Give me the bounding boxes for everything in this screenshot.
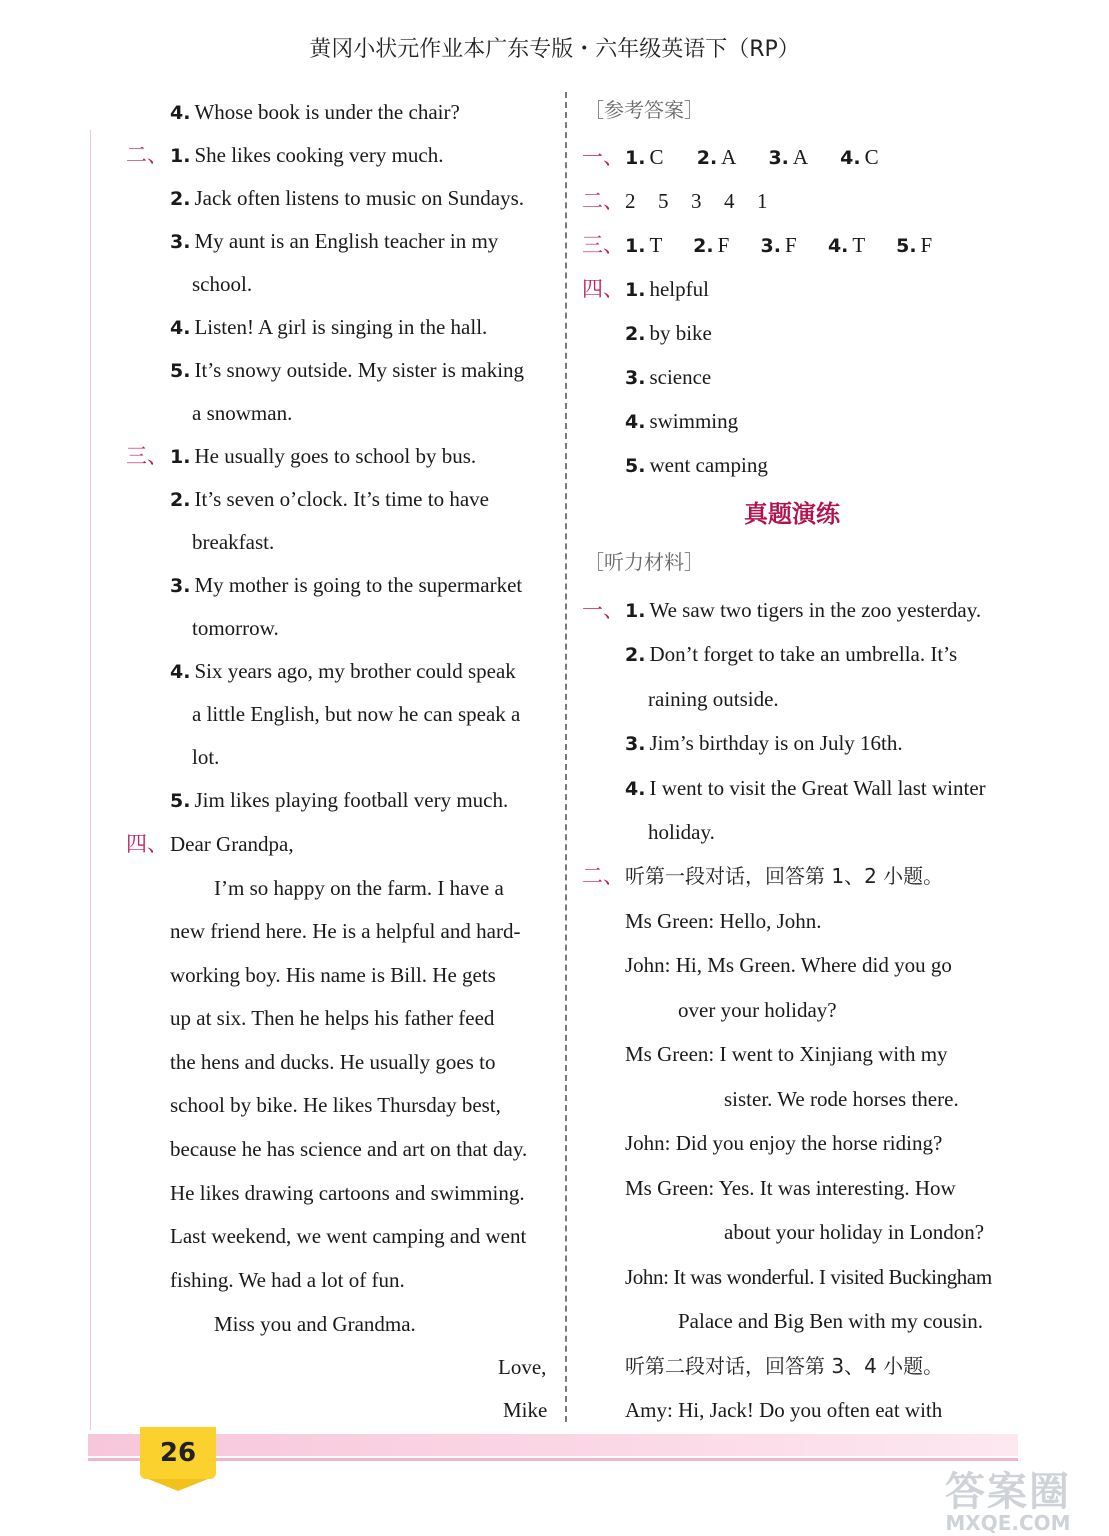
sec3-item-5: 5. Jim likes playing football very much.: [170, 788, 509, 812]
sec2-item-1: 1. She likes cooking very much.: [170, 143, 444, 167]
sec3-item-2: 2. It’s seven o’clock. It’s time to have: [170, 487, 489, 511]
dialog1-line-1: Ms Green: Hello, John.: [625, 909, 822, 933]
l1-item-1: 1. We saw two tigers in the zoo yesterday.: [625, 598, 982, 622]
page-number-tail: [148, 1479, 208, 1491]
watermark-url: MXQE.COM: [945, 1511, 1071, 1535]
ans2-label: 二、: [582, 189, 624, 213]
dialog1-line-5: Ms Green: Yes. It was interesting. How: [625, 1176, 956, 1200]
ans1-row: 1. C 2. A 3. A 4. C: [625, 145, 879, 169]
footer-band-line: [88, 1458, 1018, 1461]
letter-line-7: because he has science and art on that day.: [170, 1137, 528, 1161]
dialog1-line-2-cont: over your holiday?: [678, 998, 837, 1022]
practice-title: 真题演练: [744, 499, 840, 528]
letter-line-4: up at six. Then he helps his father feed: [170, 1006, 495, 1030]
dialog1-line-2: John: Hi, Ms Green. Where did you go: [625, 953, 952, 977]
dialog1-line-6: John: It was wonderful. I visited Buckingham: [625, 1265, 992, 1289]
letter-closing: Miss you and Grandma.: [214, 1312, 416, 1336]
letter-greeting: Dear Grandpa,: [170, 832, 294, 856]
l2-label: 二、: [582, 864, 624, 888]
ans4-item-1: 1. helpful: [625, 277, 709, 301]
section-4-label: 四、: [126, 832, 168, 856]
sec3-item-4: 4. Six years ago, my brother could speak: [170, 659, 516, 683]
ans2-row: 2 5 3 4 1: [625, 189, 768, 213]
letter-signature: Mike: [503, 1398, 548, 1422]
ans1-label: 一、: [582, 145, 624, 169]
ans4-item-2: 2. by bike: [625, 321, 712, 345]
letter-line-1: I’m so happy on the farm. I have a: [214, 876, 504, 900]
listening-title: ［听力材料］: [584, 550, 704, 574]
prev-question-4: 4. Whose book is under the chair?: [170, 100, 460, 124]
left-margin-rule: [90, 130, 91, 1430]
letter-love: Love,: [498, 1355, 547, 1379]
dialog2-line-1: Amy: Hi, Jack! Do you often eat with: [625, 1398, 943, 1422]
letter-line-6: school by bike. He likes Thursday best,: [170, 1093, 501, 1117]
sec2-item-2: 2. Jack often listens to music on Sundays.: [170, 186, 525, 210]
l2-intro-2: 听第二段对话，回答第 3、4 小题。: [625, 1354, 944, 1378]
sec3-item-2-cont: breakfast.: [192, 530, 275, 554]
letter-line-5: the hens and ducks. He usually goes to: [170, 1050, 496, 1074]
letter-line-8: He likes drawing cartoons and swimming.: [170, 1181, 525, 1205]
ans4-item-4: 4. swimming: [625, 409, 739, 433]
l1-item-2: 2. Don’t forget to take an umbrella. It’s: [625, 642, 958, 666]
sec3-item-4-cont: a little English, but now he can speak a: [192, 702, 521, 726]
ans3-label: 三、: [582, 233, 624, 257]
ans4-item-5: 5. went camping: [625, 453, 768, 477]
answer-key-title: ［参考答案］: [584, 98, 704, 122]
ans4-item-3: 3. science: [625, 365, 712, 389]
ans4-label: 四、: [582, 277, 624, 301]
dialog1-line-3-cont: sister. We rode horses there.: [724, 1087, 959, 1111]
footer-band: [88, 1434, 1018, 1456]
letter-line-2: new friend here. He is a helpful and hard-: [170, 919, 521, 943]
page-number: 26: [140, 1427, 216, 1479]
letter-line-3: working boy. His name is Bill. He gets: [170, 963, 496, 987]
sec2-item-5: 5. It’s snowy outside. My sister is making: [170, 358, 525, 382]
l1-item-4-cont: holiday.: [648, 820, 715, 844]
dialog1-line-6-cont: Palace and Big Ben with my cousin.: [678, 1309, 984, 1333]
sec3-item-3-cont: tomorrow.: [192, 616, 279, 640]
watermark: [913, 1469, 1103, 1535]
watermark-logo: 答案圈: [945, 1469, 1071, 1515]
sec3-item-1: 1. He usually goes to school by bus.: [170, 444, 477, 468]
sec3-item-3: 3. My mother is going to the supermarket: [170, 573, 523, 597]
l1-label: 一、: [582, 598, 624, 622]
dialog1-line-3: Ms Green: I went to Xinjiang with my: [625, 1042, 948, 1066]
dialog1-line-5-cont: about your holiday in London?: [724, 1220, 985, 1244]
ans3-row: 1. T 2. F 3. F 4. T 5. F: [625, 233, 933, 257]
dialog1-line-4: John: Did you enjoy the horse riding?: [625, 1131, 943, 1155]
sec2-item-3: 3. My aunt is an English teacher in my: [170, 229, 499, 253]
page-header: 黄冈小状元作业本广东专版・六年级英语下（RP）: [309, 37, 800, 62]
sec2-item-4: 4. Listen! A girl is singing in the hall.: [170, 315, 488, 339]
section-3-label: 三、: [126, 444, 168, 468]
letter-line-10: fishing. We had a lot of fun.: [170, 1268, 405, 1292]
sec3-item-4-cont2: lot.: [192, 745, 220, 769]
l1-item-2-cont: raining outside.: [648, 687, 779, 711]
sec2-item-5-cont: a snowman.: [192, 401, 293, 425]
sec2-item-3-cont: school.: [192, 272, 253, 296]
l1-item-3: 3. Jim’s birthday is on July 16th.: [625, 731, 903, 755]
letter-line-9: Last weekend, we went camping and went: [170, 1224, 527, 1248]
column-divider: [565, 92, 567, 1422]
section-2-label: 二、: [126, 143, 168, 167]
l1-item-4: 4. I went to visit the Great Wall last winter: [625, 776, 986, 800]
l2-intro-1: 听第一段对话，回答第 1、2 小题。: [625, 864, 944, 888]
